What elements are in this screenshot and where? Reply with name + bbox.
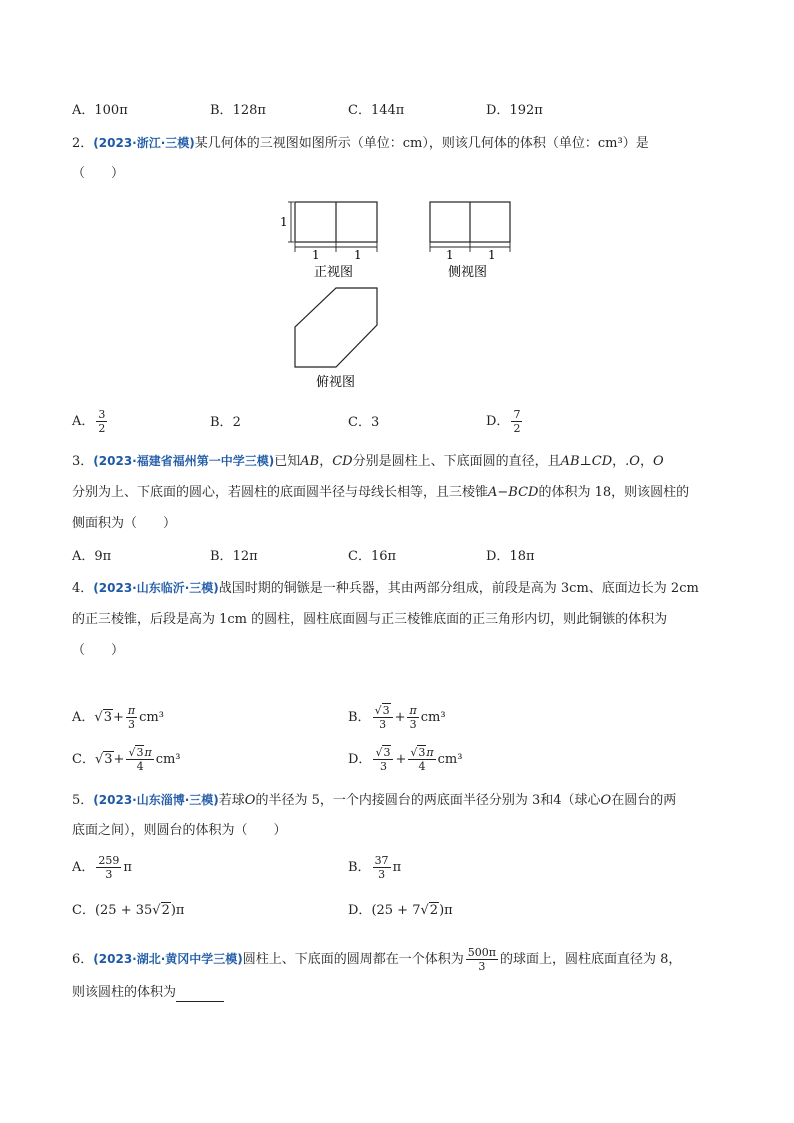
q3-stem-line2: 分别为上、下底面的圆心，若圆柱的底面圆半径与母线长相等，且三棱锥A−BCD的体积为 18，则该圆柱的 <box>72 485 690 500</box>
q1-option-d: D．192π <box>486 103 543 118</box>
q2-stem: 2．(2023·浙江·三模)某几何体的三视图如图所示（单位：cm），则该几何体的体积（单位：cm³）是 <box>72 136 649 151</box>
q4-option-c: C．√3+ $\frac{√3\pi}{4}$ cm³ <box>72 746 181 773</box>
side-view <box>430 202 510 280</box>
q2-option-a: A． $\frac{3}{2}$ <box>72 408 106 435</box>
q1-option-c: C．144π <box>348 103 405 118</box>
side-width-dim-2: 1 <box>488 248 496 262</box>
q5-option-c: C．(25 + 35√2)π <box>72 903 185 918</box>
top-view <box>295 288 377 390</box>
q1-option-a: A．100π <box>72 103 128 118</box>
q4-paren: （ ） <box>72 643 125 658</box>
q3-source: (2023·福建省福州第一中学三模) <box>93 454 275 468</box>
q4-stem-line1: 4．(2023·山东临沂·三模)战国时期的铜镞是一种兵器，其由两部分组成，前段是高为 3cm、底面边长为 2cm <box>72 581 699 596</box>
side-width-dim-1: 1 <box>446 248 454 262</box>
q5-stem-line2: 底面之间），则圆台的体积为（ ） <box>72 823 287 838</box>
q2-paren: （ ） <box>72 166 125 181</box>
q6-stem-line1: 6．(2023·湖北·黄冈中学三模)圆柱上、下底面的圆周都在一个体积为 $\frac{500\pi}{3}$ 的球面上，圆柱底面直径为 8， <box>72 946 682 973</box>
q5-option-a: A． $\frac{259}{3}$ π <box>72 854 132 881</box>
top-view-label: 俯视图 <box>316 375 356 390</box>
q5-option-b: B． $\frac{37}{3}$ π <box>348 854 402 881</box>
q5-source: (2023·山东淄博·三模) <box>93 793 219 807</box>
front-view-label: 正视图 <box>314 265 354 280</box>
q6-source: (2023·湖北·黄冈中学三模) <box>93 952 243 966</box>
q5-stem-line1: 5．(2023·山东淄博·三模)若球O的半径为 5，一个内接圆台的两底面半径分别为 3和4（球心O在圆台的两 <box>72 793 677 808</box>
q6-stem-line2: 则该圆柱的体积为 <box>72 984 224 1002</box>
side-view-label: 侧视图 <box>448 265 488 280</box>
q2-option-c: C．3 <box>348 415 380 430</box>
q4-option-a: A．√3+ $\frac{\pi}{3}$ cm³ <box>72 704 164 731</box>
q4-source: (2023·山东临沂·三模) <box>93 581 219 595</box>
front-width-dim-2: 1 <box>354 248 362 262</box>
q2-option-b: B．2 <box>210 415 241 430</box>
q2-option-d: D． $\frac{7}{2}$ <box>486 408 521 435</box>
q1-option-b: B．128π <box>210 103 266 118</box>
front-width-dim-1: 1 <box>312 248 320 262</box>
answer-blank[interactable] <box>176 987 224 1002</box>
front-height-dim: 1 <box>280 215 288 229</box>
q4-stem-line2: 的正三棱锥，后段是高为 1cm 的圆柱，圆柱底面圆与正三棱锥底面的正三角形内切，则此铜镞的体积为 <box>72 612 668 627</box>
q2-three-view-figure <box>270 192 530 392</box>
q5-option-d: D．(25 + 7√2)π <box>348 903 453 918</box>
q3-option-b: B．12π <box>210 549 258 564</box>
front-view <box>280 202 377 280</box>
q3-stem-line3: 侧面积为（ ） <box>72 516 177 531</box>
q3-option-d: D．18π <box>486 549 535 564</box>
q2-source: (2023·浙江·三模) <box>93 136 195 150</box>
q3-stem-line1: 3．(2023·福建省福州第一中学三模)已知AB，CD分别是圆柱上、下底面圆的直径，且AB⊥CD，.O，O <box>72 454 664 469</box>
q3-option-a: A．9π <box>72 549 112 564</box>
q4-option-d: D． $\frac{√3}{3}$ + $\frac{√3\pi}{4}$ cm³ <box>348 746 463 773</box>
q4-option-b: B． $\frac{√3}{3}$ + $\frac{\pi}{3}$ cm³ <box>348 704 446 731</box>
q3-option-c: C．16π <box>348 549 397 564</box>
